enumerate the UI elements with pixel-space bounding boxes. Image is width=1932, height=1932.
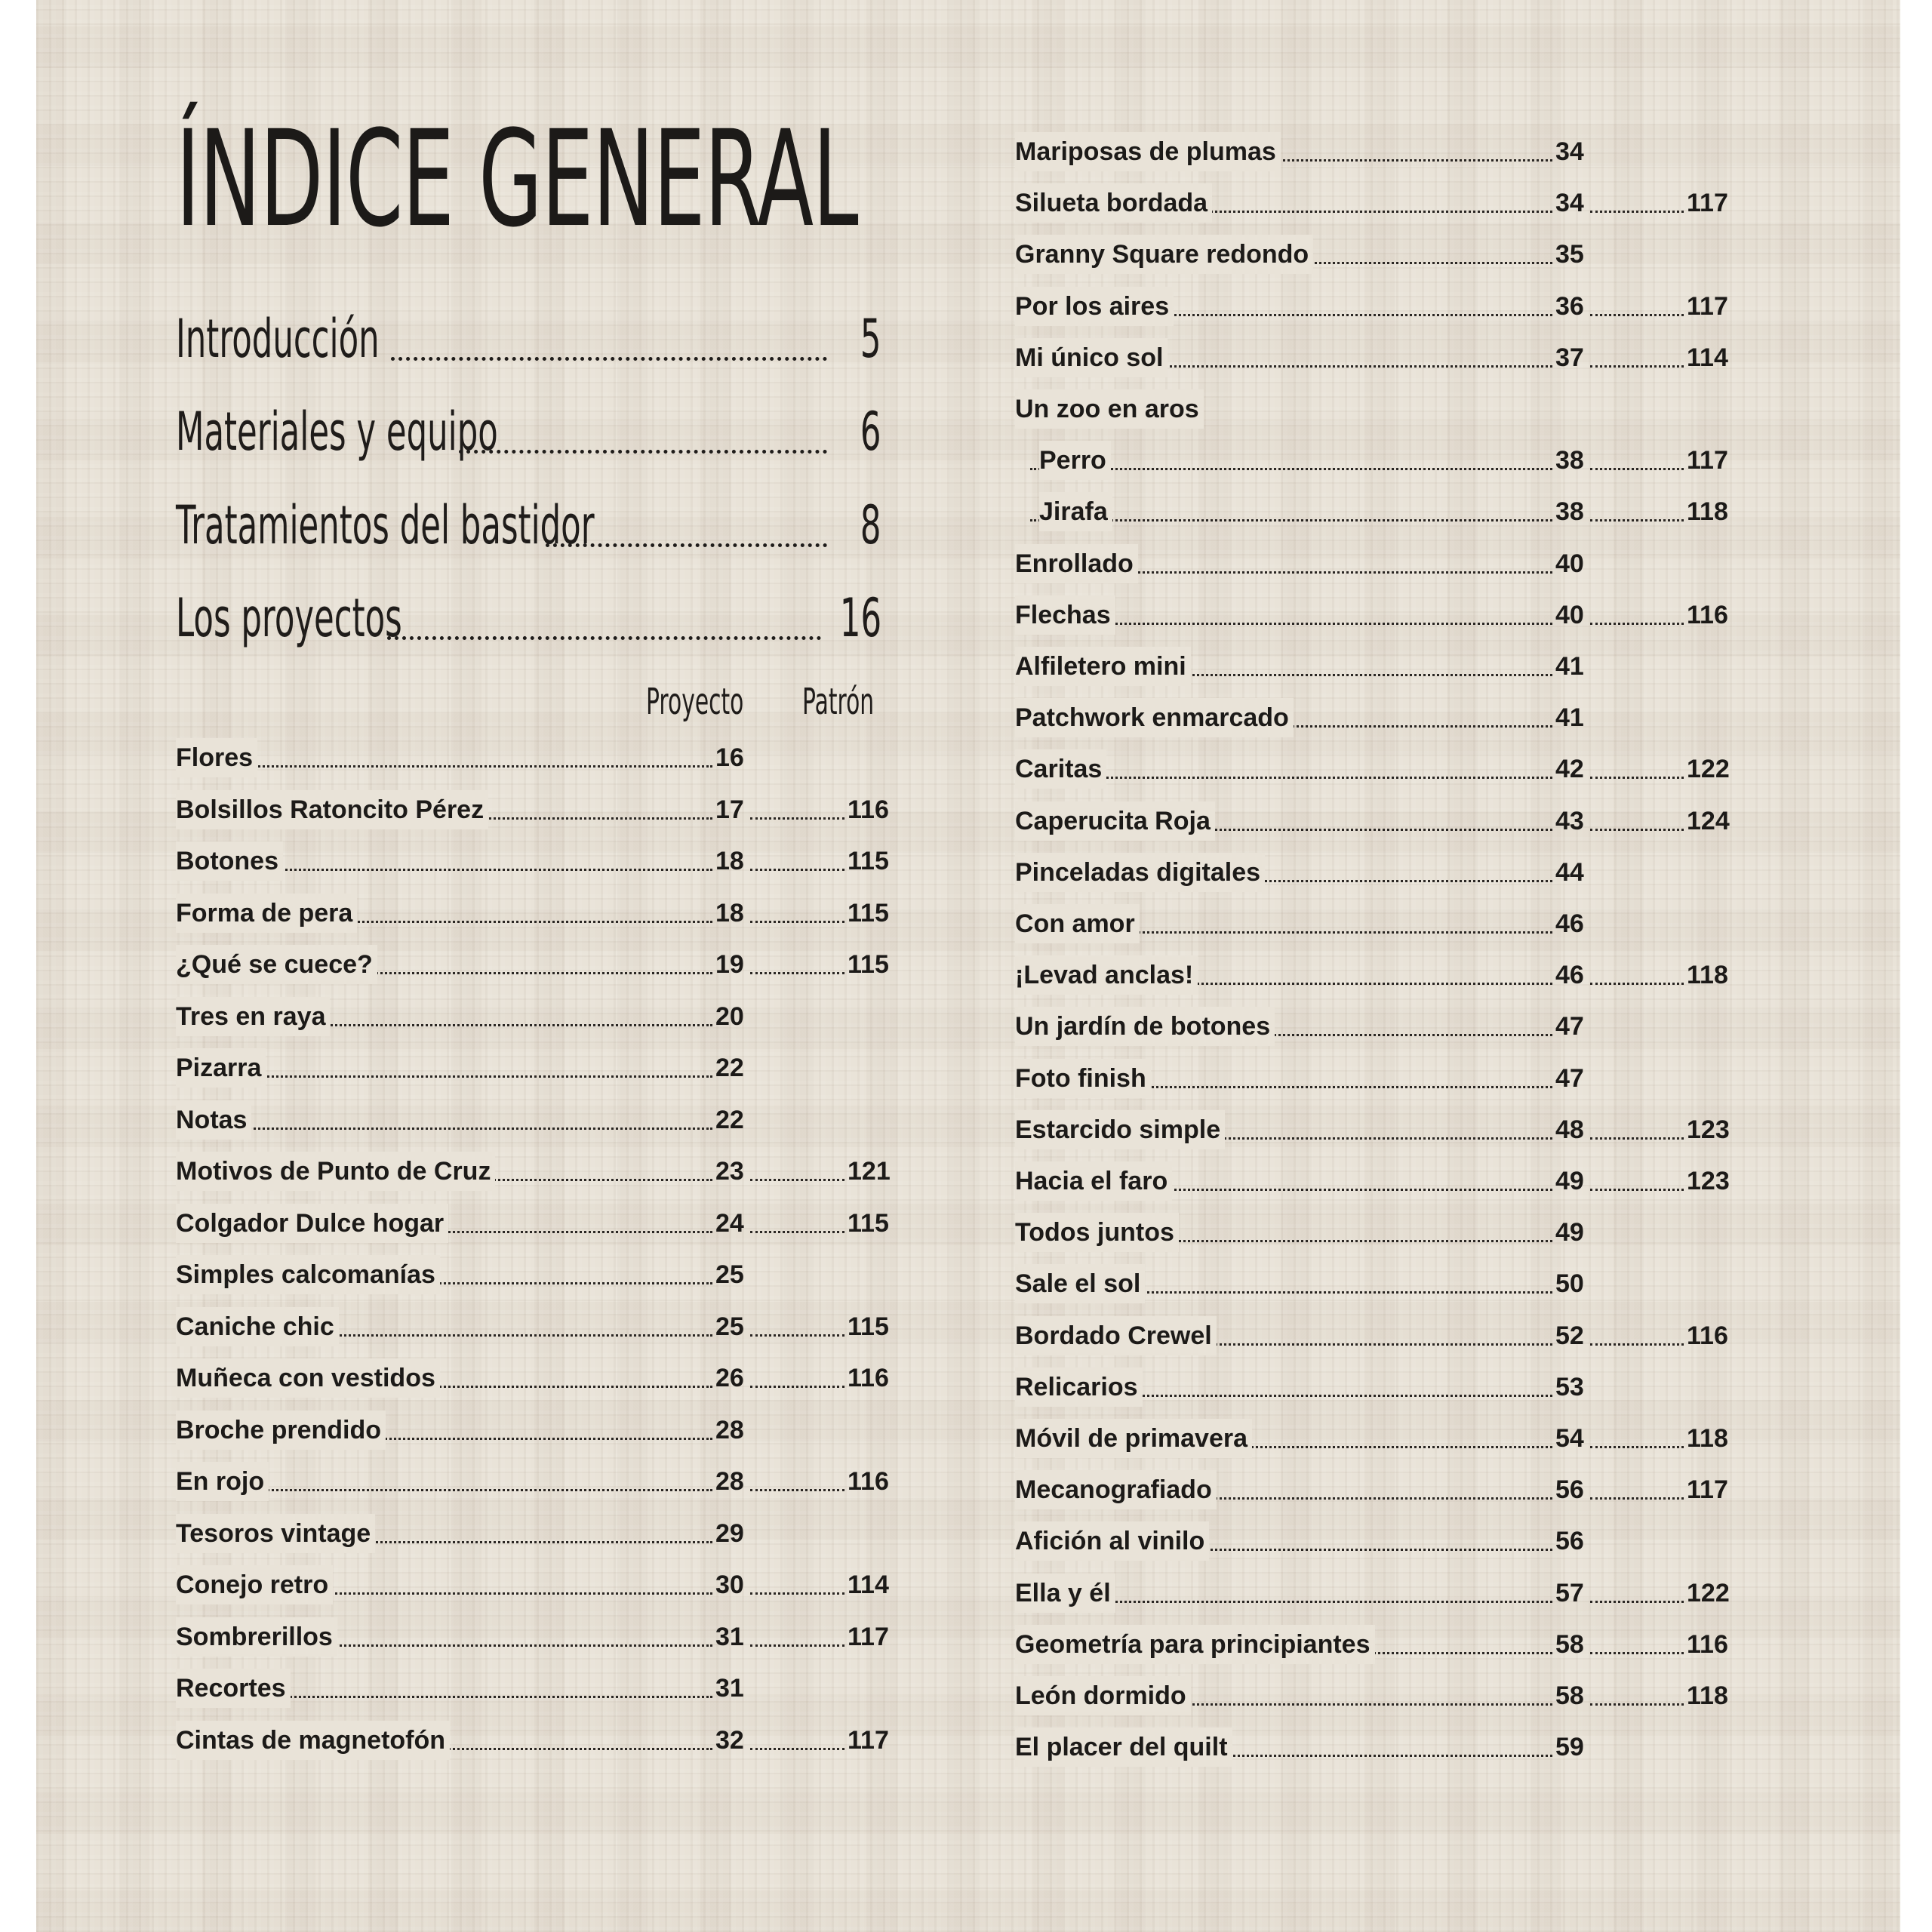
dot-leader <box>750 921 844 923</box>
project-page: 24 <box>715 1208 744 1238</box>
section-entry-introduccion <box>176 302 881 370</box>
toc-row <box>1015 698 1740 737</box>
entry-name: Conejo retro <box>176 1565 333 1604</box>
toc-row <box>1015 1625 1740 1664</box>
entry-name: ¡Levad anclas! <box>1015 955 1198 995</box>
project-page: 44 <box>1555 857 1584 887</box>
pattern-page: 116 <box>1687 600 1728 629</box>
pattern-page: 123 <box>1687 1167 1730 1195</box>
entry-name: Muñeca con vestidos <box>176 1358 440 1398</box>
pattern-page: 118 <box>1687 1681 1728 1710</box>
toc-row <box>1015 1521 1740 1561</box>
project-page: 37 <box>1555 343 1584 372</box>
project-page: 42 <box>1555 755 1584 784</box>
dot-leader <box>191 1128 712 1130</box>
toc-row <box>1015 1727 1740 1767</box>
pattern-page: 114 <box>848 1571 889 1599</box>
toc-row <box>1015 132 1740 171</box>
toc-row <box>1015 441 1740 480</box>
dot-leader <box>1590 623 1684 625</box>
entry-name: Sombrerillos <box>176 1617 337 1657</box>
project-page: 54 <box>1555 1424 1584 1453</box>
dot-leader <box>1590 1652 1684 1654</box>
toc-row <box>1015 749 1740 789</box>
entry-name: Pinceladas digitales <box>1015 853 1265 892</box>
dot-leader <box>750 817 844 820</box>
project-page: 22 <box>715 1105 744 1134</box>
project-page: 40 <box>1555 600 1584 629</box>
project-page: 53 <box>1555 1372 1584 1401</box>
project-page: 59 <box>1555 1733 1584 1762</box>
toc-row <box>1015 1574 1740 1613</box>
pattern-page: 117 <box>848 1725 889 1755</box>
toc-row <box>1015 492 1740 531</box>
dot-leader <box>750 1489 844 1491</box>
dot-leader <box>750 1231 844 1233</box>
pattern-page: 115 <box>848 898 889 928</box>
pattern-page: 116 <box>1687 1629 1728 1659</box>
project-page: 18 <box>715 847 744 875</box>
section-page: 8 <box>860 494 881 556</box>
pattern-page: 124 <box>1687 806 1730 835</box>
dot-leader <box>1590 365 1684 368</box>
entry-name: Foto finish <box>1015 1059 1151 1098</box>
project-page: 57 <box>1555 1578 1584 1607</box>
pattern-page: 115 <box>848 1208 889 1238</box>
dot-leader <box>750 1644 844 1647</box>
project-page: 49 <box>1555 1218 1584 1247</box>
entry-name: Móvil de primavera <box>1015 1419 1252 1458</box>
section-entry-tratamientos <box>176 488 881 556</box>
dot-leader <box>750 1386 844 1388</box>
entry-name: Todos juntos <box>1015 1213 1179 1252</box>
project-page: 30 <box>715 1571 744 1599</box>
dot-leader <box>1030 777 1552 779</box>
section-label: Introducción <box>176 308 380 370</box>
toc-row <box>176 894 915 933</box>
project-page: 47 <box>1555 1012 1584 1041</box>
dot-leader <box>1590 468 1684 470</box>
toc-row <box>1015 1110 1740 1149</box>
project-page: 18 <box>715 898 744 928</box>
toc-row <box>176 1721 915 1760</box>
dot-leader <box>546 543 827 547</box>
dot-leader <box>1590 777 1684 779</box>
toc-row <box>176 841 915 881</box>
project-page: 40 <box>1555 549 1584 578</box>
toc-row <box>176 1462 915 1501</box>
entry-name: Relicarios <box>1015 1367 1143 1407</box>
entry-name: Caniche chic <box>176 1307 339 1346</box>
entry-name: Afición al vinilo <box>1015 1521 1209 1561</box>
pattern-page: 116 <box>848 1467 889 1496</box>
dot-leader <box>191 765 712 768</box>
entry-name: Patchwork enmarcado <box>1015 698 1294 737</box>
dot-leader <box>750 869 844 871</box>
pattern-page: 121 <box>848 1157 891 1186</box>
toc-row <box>176 1255 915 1294</box>
toc-row <box>1015 1419 1740 1458</box>
toc-row <box>176 1514 915 1553</box>
project-page: 41 <box>1555 703 1584 733</box>
entry-name: Tesoros vintage <box>176 1514 375 1553</box>
entry-name: Mi único sol <box>1015 338 1168 377</box>
toc-row <box>176 997 915 1036</box>
entry-name: Por los aires <box>1015 287 1174 326</box>
pattern-page: 115 <box>848 950 889 979</box>
project-page: 58 <box>1555 1681 1584 1710</box>
project-page: 26 <box>715 1364 744 1392</box>
entry-name: Cintas de magnetofón <box>176 1721 450 1760</box>
section-entry-materiales <box>176 395 881 463</box>
pattern-page: 117 <box>1687 291 1728 321</box>
pattern-page: 117 <box>848 1622 889 1651</box>
toc-row <box>1015 955 1740 995</box>
toc-row <box>1015 1367 1740 1407</box>
section-label: Los proyectos <box>176 587 402 649</box>
project-page: 25 <box>715 1260 744 1289</box>
pattern-page: 116 <box>848 1364 889 1392</box>
book-page <box>36 0 1900 1932</box>
section-page: 5 <box>860 308 881 370</box>
dot-leader <box>750 1592 844 1595</box>
entry-name: Enrollado <box>1015 544 1138 583</box>
column-header-project: Proyecto <box>646 681 744 723</box>
section-label: Tratamientos del bastidor <box>176 494 595 556</box>
pattern-page: 114 <box>1687 343 1728 372</box>
pattern-page: 116 <box>1687 1321 1728 1350</box>
toc-row <box>176 1358 915 1398</box>
project-page: 50 <box>1555 1269 1584 1299</box>
entry-name: Broche prendido <box>176 1411 386 1450</box>
entry-name: Geometría para principiantes <box>1015 1625 1375 1664</box>
toc-row <box>1015 647 1740 686</box>
toc-row <box>176 1152 915 1191</box>
dot-leader <box>750 1334 844 1337</box>
toc-row <box>176 945 915 984</box>
toc-row <box>176 1669 915 1708</box>
toc-row <box>1015 853 1740 892</box>
dot-leader <box>191 1489 712 1491</box>
toc-row <box>1015 183 1740 223</box>
entry-name: Tres en raya <box>176 997 330 1036</box>
project-page: 46 <box>1555 909 1584 938</box>
entry-name: Hacia el faro <box>1015 1161 1172 1201</box>
toc-row <box>176 790 915 829</box>
entry-name: Motivos de Punto de Cruz <box>176 1152 495 1191</box>
project-page: 35 <box>1555 240 1584 269</box>
dot-leader <box>1590 829 1684 831</box>
toc-row <box>1015 338 1740 377</box>
toc-row <box>1015 287 1740 326</box>
section-page: 16 <box>839 587 881 649</box>
entry-name: Un zoo en aros <box>1015 389 1204 429</box>
entry-name: Bordado Crewel <box>1015 1316 1217 1355</box>
toc-row <box>1015 1316 1740 1355</box>
dot-leader <box>191 1075 712 1078</box>
project-page: 56 <box>1555 1527 1584 1556</box>
toc-row <box>1015 544 1740 583</box>
entry-name: En rojo <box>176 1462 269 1501</box>
project-page: 49 <box>1555 1167 1584 1195</box>
toc-row <box>1015 1059 1740 1098</box>
section-entry-proyectos <box>176 581 881 649</box>
project-page: 38 <box>1555 497 1584 527</box>
entry-name: Ella y él <box>1015 1574 1115 1613</box>
project-page: 34 <box>1555 189 1584 218</box>
project-page: 16 <box>715 743 744 772</box>
project-page: 17 <box>715 795 744 824</box>
entry-name: Botones <box>176 841 283 881</box>
entry-name: Bolsillos Ratoncito Pérez <box>176 790 488 829</box>
section-page: 6 <box>860 401 881 463</box>
project-page: 31 <box>715 1674 744 1703</box>
toc-row <box>1015 235 1740 274</box>
entry-name: Flechas <box>1015 595 1115 635</box>
toc-row <box>176 738 915 777</box>
entry-name: Granny Square redondo <box>1015 235 1313 274</box>
entry-name: Mecanografiado <box>1015 1470 1217 1509</box>
toc-row <box>176 1411 915 1450</box>
pattern-page: 117 <box>1687 189 1728 218</box>
pattern-page: 118 <box>1687 961 1728 990</box>
entry-name: Alfiletero mini <box>1015 647 1191 686</box>
project-page: 52 <box>1555 1321 1584 1350</box>
project-page: 28 <box>715 1467 744 1496</box>
project-page: 41 <box>1555 652 1584 681</box>
column-header-pattern: Patrón <box>802 681 875 723</box>
toc-row <box>1015 1676 1740 1715</box>
entry-name: Pizarra <box>176 1048 266 1088</box>
toc-row <box>1015 1470 1740 1509</box>
toc-row <box>176 1565 915 1604</box>
toc-row <box>1015 904 1740 943</box>
entry-name: Perro <box>1039 441 1111 480</box>
project-page: 31 <box>715 1622 744 1651</box>
toc-row <box>176 1617 915 1657</box>
toc-row <box>176 1307 915 1346</box>
project-page: 47 <box>1555 1063 1584 1093</box>
toc-row <box>176 1204 915 1243</box>
dot-leader <box>1590 1601 1684 1603</box>
entry-name: León dormido <box>1015 1676 1191 1715</box>
entry-name: Caritas <box>1015 749 1106 789</box>
entry-name: Flores <box>176 738 257 777</box>
pattern-page: 115 <box>848 1312 889 1341</box>
entry-name: El placer del quilt <box>1015 1727 1232 1767</box>
dot-leader <box>1590 1497 1684 1500</box>
project-page: 46 <box>1555 961 1584 990</box>
dot-leader <box>1590 1703 1684 1706</box>
project-page: 32 <box>715 1725 744 1755</box>
entry-name: Con amor <box>1015 904 1140 943</box>
toc-row <box>1015 1213 1740 1252</box>
entry-name: Jirafa <box>1039 492 1112 531</box>
project-page: 48 <box>1555 1115 1584 1144</box>
toc-row <box>1015 1007 1740 1046</box>
entry-name: Mariposas de plumas <box>1015 132 1281 171</box>
page-title: ÍNDICE GENERAL <box>176 102 858 257</box>
section-label: Materiales y equipo <box>176 401 498 463</box>
entry-name: Silueta bordada <box>1015 183 1212 223</box>
dot-leader <box>1590 1137 1684 1140</box>
toc-row <box>1015 389 1740 429</box>
toc-row <box>176 1048 915 1088</box>
entry-name: Estarcido simple <box>1015 1110 1225 1149</box>
dot-leader <box>1590 211 1684 213</box>
toc-row <box>176 1100 915 1140</box>
dot-leader <box>1590 983 1684 985</box>
entry-name: Colgador Dulce hogar <box>176 1204 448 1243</box>
project-page: 25 <box>715 1312 744 1341</box>
pattern-page: 118 <box>1687 497 1728 527</box>
dot-leader <box>1590 314 1684 316</box>
toc-row <box>1015 801 1740 841</box>
entry-name: Sale el sol <box>1015 1264 1145 1303</box>
project-page: 22 <box>715 1054 744 1082</box>
project-page: 19 <box>715 950 744 979</box>
entry-name: Simples calcomanías <box>176 1255 440 1294</box>
entry-name: Caperucita Roja <box>1015 801 1215 841</box>
pattern-page: 118 <box>1687 1424 1728 1453</box>
entry-name: Un jardín de botones <box>1015 1007 1275 1046</box>
project-page: 58 <box>1555 1629 1584 1659</box>
dot-leader <box>1590 1189 1684 1191</box>
pattern-page: 117 <box>1687 1475 1728 1505</box>
project-page: 36 <box>1555 291 1584 321</box>
project-page: 28 <box>715 1415 744 1444</box>
pattern-page: 117 <box>1687 446 1728 475</box>
entry-name: Forma de pera <box>176 894 357 933</box>
dot-leader <box>1590 1343 1684 1346</box>
toc-row <box>1015 1161 1740 1201</box>
dot-leader <box>387 636 821 640</box>
toc-row <box>1015 1264 1740 1303</box>
project-page: 29 <box>715 1518 744 1548</box>
dot-leader <box>750 972 844 974</box>
toc-row <box>1015 595 1740 635</box>
project-page: 34 <box>1555 137 1584 166</box>
project-page: 23 <box>715 1157 744 1186</box>
dot-leader <box>1590 519 1684 521</box>
project-page: 20 <box>715 1001 744 1031</box>
dot-leader <box>1590 1446 1684 1448</box>
pattern-page: 122 <box>1687 755 1730 784</box>
entry-name: ¿Qué se cuece? <box>176 945 377 984</box>
dot-leader <box>750 1179 844 1181</box>
dot-leader <box>750 1748 844 1750</box>
pattern-page: 123 <box>1687 1115 1730 1144</box>
project-page: 56 <box>1555 1475 1584 1505</box>
project-page: 43 <box>1555 806 1584 835</box>
dot-leader <box>391 357 827 361</box>
pattern-page: 122 <box>1687 1578 1730 1607</box>
entry-name: Recortes <box>176 1669 291 1708</box>
pattern-page: 116 <box>848 795 889 824</box>
project-page: 38 <box>1555 446 1584 475</box>
pattern-page: 115 <box>848 847 889 875</box>
dot-leader <box>459 450 827 454</box>
entry-name: Notas <box>176 1100 251 1140</box>
